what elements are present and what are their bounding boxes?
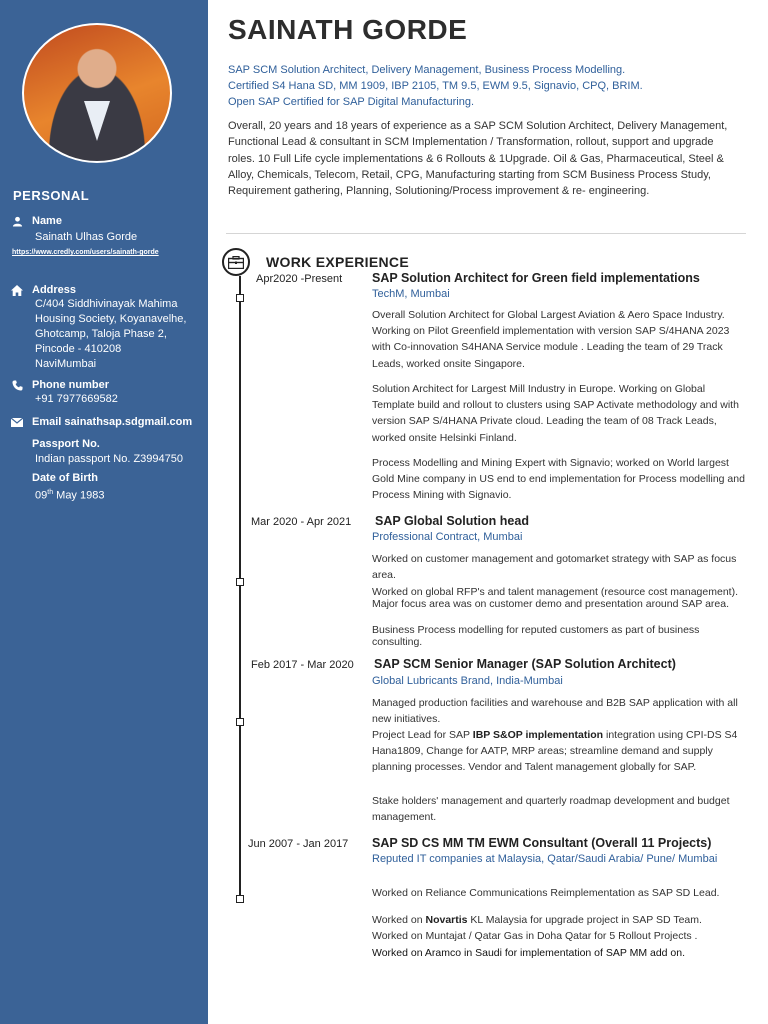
work-experience-heading: WORK EXPERIENCE: [266, 254, 409, 270]
sidebar: [0, 0, 208, 1024]
phone-value: +91 7977669582: [35, 393, 118, 405]
job-company: Reputed IT companies at Malaysia, Qatar/Saudi Arabia/ Pune/ Mumbai: [372, 853, 718, 865]
timeline-node: [236, 718, 244, 726]
phone-label: Phone number: [32, 379, 110, 391]
summary: Overall, 20 years and 18 years of experience as a SAP SCM Solution Architect, Delivery Management, Functional Lead & consultant in SCM Implementation / Transformation, rollout, support and upgrade roles. 10 Full Life cycle implementations & 6 Rollouts & 1Upgrade. Oil & Gas, Pharmaceutical, Steel & Alloy, Chemicals, Telecom, Retail, CPG, Manufacturing starting from SCM Business Process Study, Requirement gathering, Planning, Solutioning/Process improvement & re- engineering.: [228, 120, 728, 198]
timeline-line: [239, 276, 241, 900]
job-description: Worked on Muntajat / Qatar Gas in Doha Qatar for 5 Rollout Projects .: [372, 930, 698, 942]
profile-photo: [22, 23, 172, 163]
email-label[interactable]: Email sainathsap.sdgmail.com: [32, 416, 193, 428]
job-date: Feb 2017 - Mar 2020: [251, 659, 354, 671]
user-icon: [10, 215, 24, 227]
job-description: Worked on global RFP's and talent management (resource cost management). Major focus area was on customer demo and presentation around SAP area.: [372, 586, 738, 610]
job-company: Professional Contract, Mumbai: [372, 531, 523, 543]
job-date: Apr2020 -Present: [256, 273, 343, 285]
headline: SAP SCM Solution Architect, Delivery Management, Business Process Modelling. Certified S4 Hana SD, MM 1909, IBP 2105, TM 9.5, EWM 9.5, Signavio, CPQ, BRIM. Open SAP Certified for SAP Digital Manufacturing.: [228, 64, 643, 108]
job-description: Stake holders' management and quarterly roadmap development and budget management.: [372, 795, 730, 824]
dob-value: 09th May 1983: [35, 489, 105, 502]
job-description: Worked on Reliance Communications Reimplementation as SAP SD Lead.: [372, 887, 720, 899]
name-label: Name: [32, 215, 62, 227]
credly-link[interactable]: https://www.credly.com/users/sainath-gorde: [12, 249, 159, 256]
home-icon: [10, 284, 24, 296]
divider: [226, 233, 746, 234]
passport-label: Passport No.: [32, 438, 100, 450]
job-role: SAP SD CS MM TM EWM Consultant (Overall 11 Projects): [372, 836, 712, 850]
passport-value: Indian passport No. Z3994750: [35, 453, 183, 465]
briefcase-icon: [222, 248, 250, 276]
address-value: C/404 Siddhivinayak Mahima Housing Society, Koyanavelhe, Ghotcamp, Taloja Phase 2, Pincode - 410208 NaviMumbai: [35, 298, 187, 370]
job-company: TechM, Mumbai: [372, 288, 450, 300]
page-title: SAINATH GORDE: [228, 14, 468, 45]
job-date: Mar 2020 - Apr 2021: [251, 516, 352, 528]
job-description: Worked on Novartis KL Malaysia for upgrade project in SAP SD Team.: [372, 914, 702, 926]
job-description: Overall Solution Architect for Global Largest Aviation & Aero Space Industry. Working on Pilot Greenfield implementation with version SAP S/4HANA 2023 with Co-innovation S4HANA Service module . Leading the team of 29 Track Leads, worked onsite Singapore.: [372, 309, 730, 370]
job-role: SAP SCM Senior Manager (SAP Solution Architect): [374, 657, 676, 671]
timeline-node: [236, 294, 244, 302]
name-value: Sainath Ulhas Gorde: [35, 231, 138, 243]
job-role: SAP Global Solution head: [375, 514, 529, 528]
address-label: Address: [32, 284, 77, 296]
personal-heading: PERSONAL: [13, 188, 90, 203]
job-role: SAP Solution Architect for Green field implementations: [372, 271, 700, 285]
job-description: Process Modelling and Mining Expert with Signavio; worked on World largest Gold Mine company in US end to end implementation for Process modelling and Process Mining with Signavio.: [372, 457, 745, 502]
job-description: Business Process modelling for reputed customers as part of business consulting.: [372, 624, 700, 648]
job-date: Jun 2007 - Jan 2017: [248, 838, 349, 850]
timeline-node: [236, 895, 244, 903]
timeline-node: [236, 578, 244, 586]
job-description: Solution Architect for Largest Mill Industry in Europe. Working on Global Template build and rollout to clusters using SAP Activate methodology and with version SAP S/4HANA Private cloud. Leading the team of 08 Track Leads, worked onsite Helsinki Finland.: [372, 383, 739, 444]
job-description: Worked on customer management and gotomarket strategy with SAP as focus area.: [372, 553, 737, 582]
phone-icon: [10, 379, 24, 391]
job-description: Managed production facilities and warehouse and B2B SAP application with all new initiatives.: [372, 697, 738, 726]
dob-label: Date of Birth: [32, 472, 98, 484]
job-description: Project Lead for SAP IBP S&OP implementation integration using CPI-DS S4 Hana1809, Change for AATP, MRP areas; streamline demand and supply planning processes. Vendor and Talent management globally for SAP.: [372, 729, 738, 774]
job-company: Global Lubricants Brand, India-Mumbai: [372, 675, 563, 687]
mail-icon: [10, 416, 24, 428]
job-description: Worked on Aramco in Saudi for implementation of SAP MM add on.: [372, 947, 686, 959]
